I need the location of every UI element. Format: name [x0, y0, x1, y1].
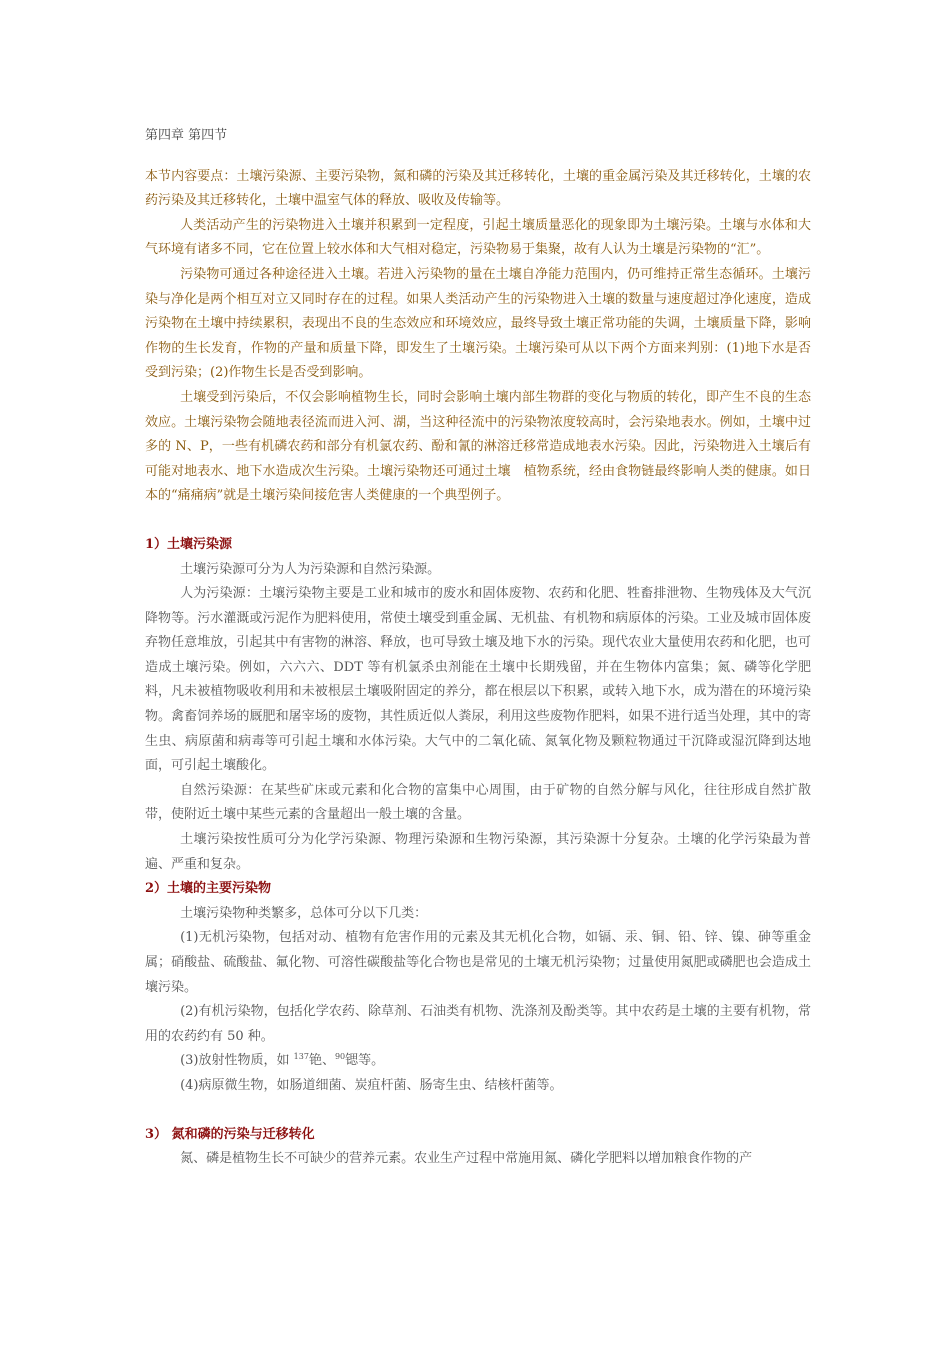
heading-main-pollutants: 2）土壤的主要污染物	[145, 881, 272, 897]
pollutants-intro: 土壤污染物种类繁多，总体可分以下几类：	[180, 905, 428, 921]
heading-nitrogen-phosphorus: 3） 氮和磷的污染与迁移转化	[145, 1126, 315, 1142]
document-page	[145, 124, 811, 1172]
np-paragraph-1: 氮、磷是植物生长不可缺少的营养元素。农业生产过程中常施用氮、磷化学肥料以增加粮食作物的产	[180, 1151, 753, 1167]
pollutant-item-organic: (2)有机污染物，包括化学农药、除草剂、石油类有机物、洗涤剂及酚类等。其中农药是土壤的主要有机物，常用的农药约有 50 种。	[145, 1004, 811, 1044]
chapter-title: 第四章 第四节	[145, 128, 228, 143]
intro-paragraph-2: 污染物可通过各种途径进入土壤。若进入污染物的量在土壤自净能力范围内，仍可维持正常生态循环。土壤污染与净化是两个相互对立又同时存在的过程。如果人类活动产生的污染物进入土壤的数量与速度超过净化速度，造成污染物在土壤中持续累积，表现出不良的生态效应和环境效应，最终导致土壤正常功能的失调，土壤质量下降，影响作物的生长发育，作物的产量和质量下降，即发生了土壤污染。土壤污染可从以下两个方面来判别：(1)地下水是否受到污染；(2)作物生长是否受到影响。	[145, 266, 811, 381]
heading-pollution-sources: 1）土壤污染源	[145, 536, 233, 552]
pollutant-item-pathogens: (4)病原微生物，如肠道细菌、炭疽杆菌、肠寄生虫、结核杆菌等。	[180, 1077, 563, 1093]
isotope-sup-cs: 137	[293, 1052, 309, 1062]
intro-paragraph-3: 土壤受到污染后，不仅会影响植物生长，同时会影响土壤内部生物群的变化与物质的转化，即产生不良的生态效应。土壤污染物会随地表径流而进入河、湖，当这种径流中的污染物浓度较高时，会污染地表水。例如，土壤中过多的 N、P，一些有机磷农药和部分有机氯农药、酚和氰的淋溶迁移常造成地表水污染。因此，污染物进入土壤后有可能对地表水、地下水造成次生污染。土壤污染物还可通过土壤 植物系统，经由食物链最终影响人类的健康。如日本的“痛痛病”就是土壤污染间接危害人类健康的一个典型例子。	[145, 389, 811, 504]
intro-paragraph-1: 人类活动产生的污染物进入土壤并积累到一定程度，引起土壤质量恶化的现象即为土壤污染。土壤与水体和大气环境有诸多不同，它在位置上较水体和大气相对稳定，污染物易于集聚，故有人认为土壤是污染物的“汇”。	[145, 217, 811, 258]
section-summary: 本节内容要点：土壤污染源、主要污染物，氮和磷的污染及其迁移转化，土壤的重金属污染及其迁移转化，土壤的农药污染及其迁移转化，土壤中温室气体的释放、吸收及传输等。	[145, 168, 811, 209]
sources-paragraph-3: 自然污染源：在某些矿床或元素和化合物的富集中心周围，由于矿物的自然分解与风化，往往形成自然扩散带，使附近土壤中某些元素的含量超出一般土壤的含量。	[145, 782, 811, 823]
sources-paragraph-4: 土壤污染按性质可分为化学污染源、物理污染源和生物污染源，其污染源十分复杂。土壤的化学污染最为普遍、严重和复杂。	[145, 832, 811, 872]
pollutant-item-inorganic: (1)无机污染物，包括对动、植物有危害作用的元素及其无机化合物，如镉、汞、铜、铅、锌、镍、砷等重金属；硝酸盐、硫酸盐、氟化物、可溶性碳酸盐等化合物也是常见的土壤无机污染物；过量使用氮肥或磷肥也会造成土壤污染。	[145, 930, 811, 995]
pollutant-item-radioactive: (3)放射性物质，如 $^{137}$铯、$^{90}$锶等。	[180, 1052, 385, 1069]
sources-paragraph-1: 土壤污染源可分为人为污染源和自然污染源。	[180, 561, 441, 577]
isotope-sup-sr: 90	[334, 1052, 346, 1062]
sources-paragraph-2: 人为污染源：土壤污染物主要是工业和城市的废水和固体废物、农药和化肥、牲畜排泄物、生物残体及大气沉降物等。污水灌溉或污泥作为肥料使用，常使土壤受到重金属、无机盐、有机物和病原体的污染。工业及城市固体废弃物任意堆放，引起其中有害物的淋溶、释放，也可导致土壤及地下水的污染。现代农业大量使用农药和化肥，也可造成土壤污染。例如，六六六、DDT 等有机氯杀虫剂能在土壤中长期残留，并在生物体内富集；氮、磷等化学肥料，凡未被植物吸收利用和未被根层土壤吸附固定的养分，都在根层以下积累，或转入地下水，成为潜在的环境污染物。禽畜饲养场的厩肥和屠宰场的废物，其性质近似人粪尿，利用这些废物作肥料，如果不进行适当处理，其中的寄生虫、病原菌和病毒等可引起土壤和水体污染。大气中的二氧化硫、氮氧化物及颗粒物通过干沉降或湿沉降到达地面，可引起土壤酸化。	[145, 586, 811, 774]
